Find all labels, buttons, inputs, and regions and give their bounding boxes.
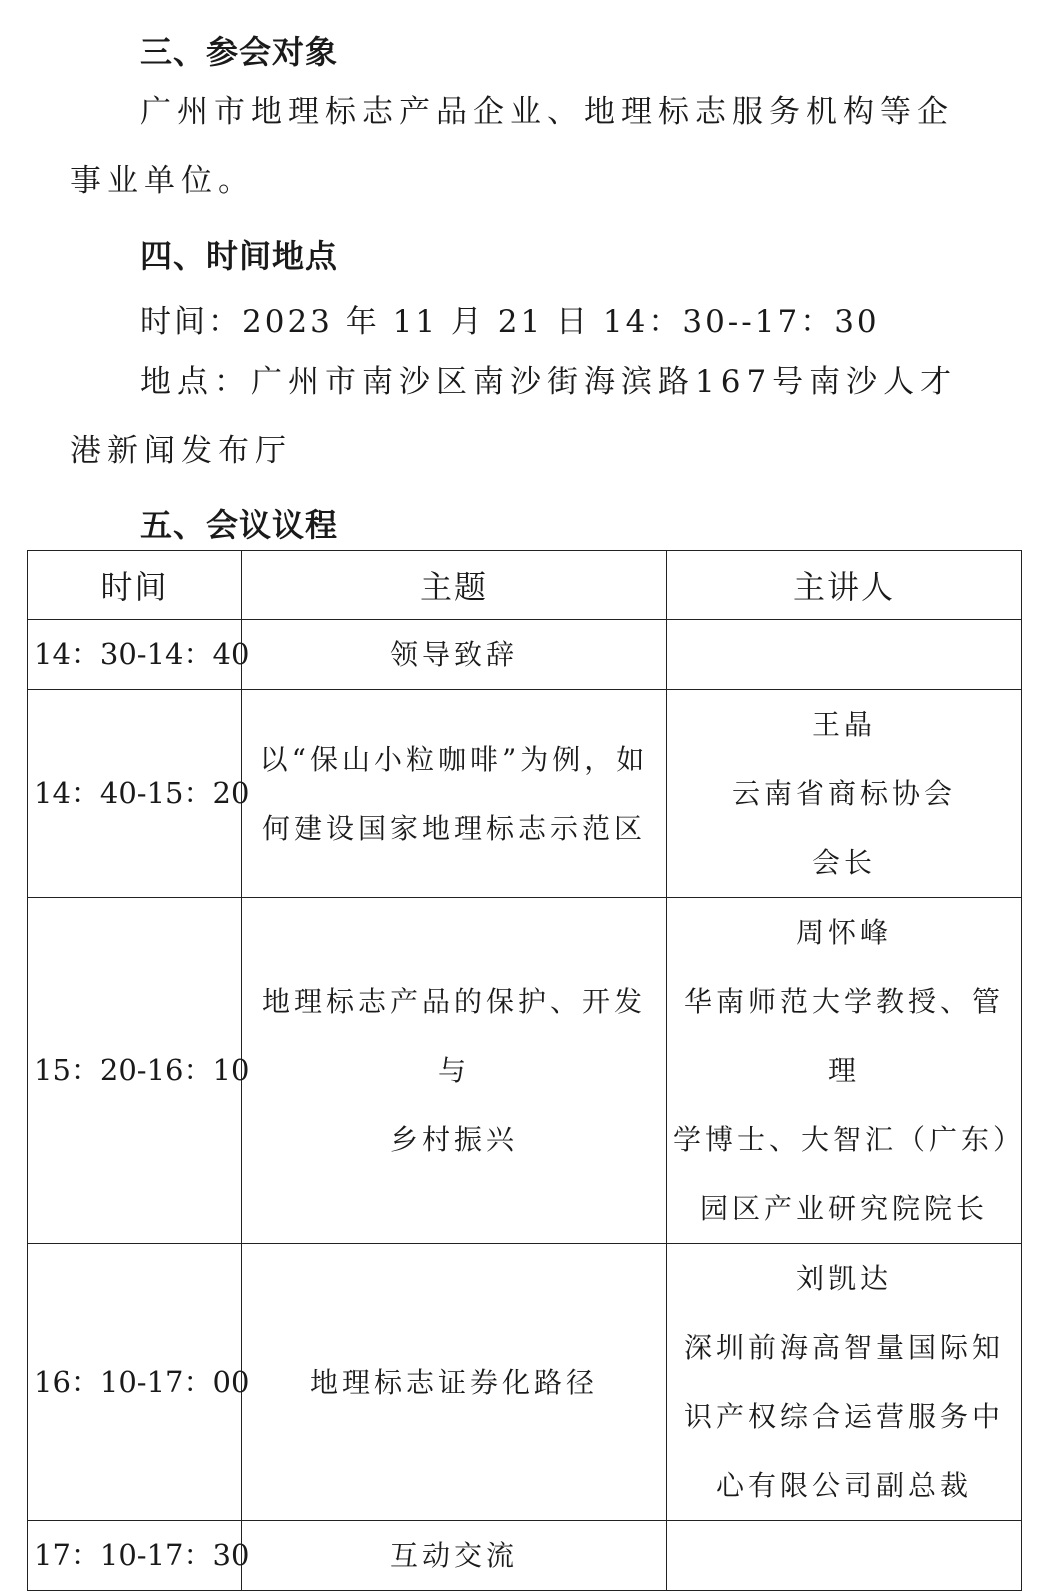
event-place: 地点：广州市南沙区南沙街海滨路167号南沙人才港新闻发布厅	[70, 364, 958, 469]
topic-line: 何建设国家地理标志示范区	[261, 811, 646, 845]
table-row	[28, 1244, 1022, 1521]
row-topic	[242, 1244, 667, 1521]
row-time: 16：10-17：00	[28, 1244, 242, 1521]
row-speaker	[667, 620, 1022, 690]
row-speaker	[667, 898, 1026, 1244]
row-topic	[242, 690, 667, 898]
header-topic: 主题	[242, 551, 667, 620]
table-row	[28, 898, 1022, 1244]
row-time: 14：30-14：40	[28, 620, 242, 690]
topic-line: 地理标志证券化路径	[309, 1365, 598, 1399]
topic-line: 乡村振兴	[389, 1123, 518, 1156]
row-topic	[242, 898, 667, 1244]
section4-heading: 四、时间地点	[140, 237, 339, 275]
speaker-title: 学博士、大智汇（广东）	[673, 1123, 1026, 1156]
row-speaker	[667, 1521, 1022, 1591]
speaker-title: 心有限公司副总裁	[715, 1469, 972, 1502]
event-time: 时间：2023 年 11 月 21 日 14：30--17：30	[140, 304, 880, 340]
row-speaker	[667, 1244, 1022, 1521]
table-row	[28, 1521, 1022, 1591]
section3-text: 广州市地理标志产品企业、地理标志服务机构等企事业单位。	[70, 94, 954, 199]
topic-line: 领导致辞	[389, 638, 518, 671]
table-row	[28, 690, 1022, 898]
speaker-title: 会长	[811, 846, 876, 879]
row-speaker	[667, 690, 1022, 898]
topic-line: 互动交流	[389, 1539, 518, 1572]
speaker-title: 识产权综合运营服务中	[683, 1400, 1004, 1433]
header-time: 时间	[28, 551, 242, 620]
speaker-title: 云南省商标协会	[731, 777, 956, 810]
section3-heading: 三、参会对象	[140, 33, 339, 71]
speaker-title: 华南师范大学教授、管理	[683, 985, 1004, 1087]
row-time: 14：40-15：20	[28, 690, 242, 898]
row-time: 17：10-17：30	[28, 1521, 242, 1591]
row-topic	[242, 620, 667, 690]
topic-line: 地理标志产品的保护、开发与	[261, 985, 646, 1087]
agenda-table	[27, 550, 1026, 1591]
speaker-name: 刘凯达	[795, 1262, 892, 1295]
header-speaker: 主讲人	[667, 551, 1022, 620]
table-row	[28, 620, 1022, 690]
speaker-name: 王晶	[811, 708, 876, 741]
row-time: 15：20-16：10	[28, 898, 242, 1244]
speaker-title: 深圳前海高智量国际知	[683, 1331, 1004, 1364]
row-topic	[242, 1521, 667, 1591]
section5-heading: 五、会议议程	[140, 506, 339, 544]
topic-line: 以“保山小粒咖啡”为例，如	[259, 742, 649, 776]
speaker-title: 园区产业研究院院长	[699, 1192, 988, 1225]
agenda-header-row	[28, 551, 1022, 620]
speaker-name: 周怀峰	[795, 916, 892, 949]
